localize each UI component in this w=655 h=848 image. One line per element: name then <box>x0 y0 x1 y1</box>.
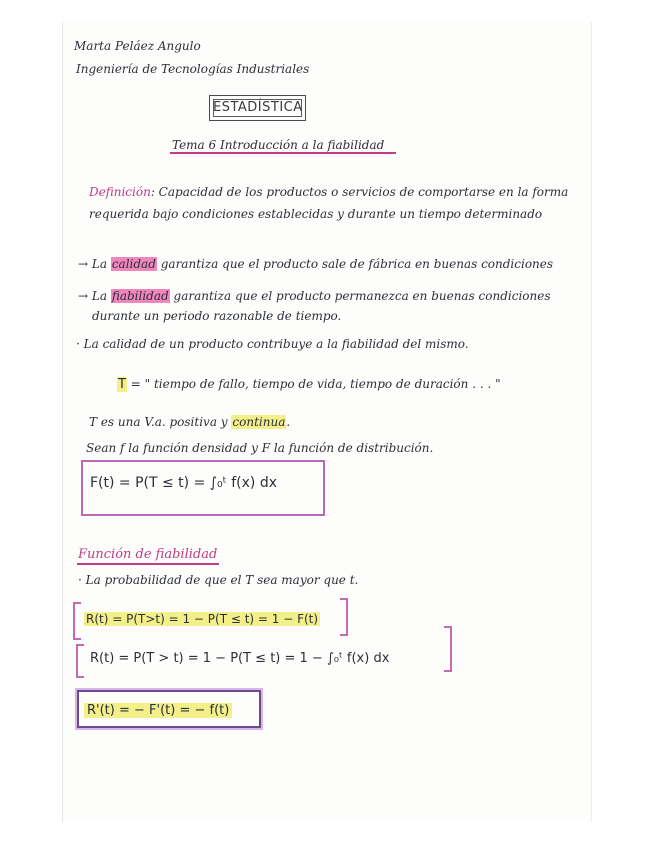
formula-R1: R(t) = P(T>t) = 1 − P(T ≤ t) = 1 − F(t) <box>86 612 319 626</box>
t-definition <box>117 378 501 391</box>
formula-R2: R(t) = P(T > t) = 1 − P(T ≤ t) = 1 − ∫₀ᵗ f(x) dx <box>90 651 390 666</box>
topic-title: Tema 6 Introducción a la fiabilidad <box>172 138 385 152</box>
section-line: · La probabilidad de que el T sea mayor que t. <box>78 573 359 587</box>
section-underline <box>77 563 219 565</box>
bullet-fiabilidad-line2: durante un periodo razonable de tiempo. <box>92 309 342 323</box>
sean-line: Sean f la función densidad y F la función de distribución. <box>86 441 434 455</box>
bullet-contribuye: · La calidad de un producto contribuye a la fiabilidad del mismo. <box>76 337 469 351</box>
formula-F: F(t) = P(T ≤ t) = ∫₀ᵗ f(x) dx <box>90 475 278 491</box>
t-variable-end: . <box>286 415 291 429</box>
subject-title: ESTADÍSTICA <box>213 100 303 115</box>
t-variable-text: T es una V.a. positiva y <box>89 415 228 429</box>
bullet-prefix: → La <box>78 257 107 271</box>
topic-underline <box>170 152 396 154</box>
section-title: Función de fiabilidad <box>78 547 218 562</box>
bullet-text: garantiza que el producto permanezca en buenas condiciones <box>173 289 551 303</box>
bullet-prefix: → La <box>78 289 107 303</box>
bracket-left-2 <box>76 644 84 678</box>
highlight-calidad: calidad <box>111 257 156 271</box>
definition-line1 <box>89 186 568 198</box>
author-name: Marta Peláez Angulo <box>74 39 201 53</box>
bullet-text: garantiza que el producto sale de fábrica en buenas condiciones <box>160 257 554 271</box>
definition-line2: requerida bajo condiciones establecidas y durante un tiempo determinado <box>89 207 543 221</box>
highlight-continua: continua <box>232 415 286 429</box>
highlight-fiabilidad: fiabilidad <box>111 289 169 303</box>
t-symbol: T <box>118 377 126 392</box>
bracket-left-1 <box>73 602 81 640</box>
bullet-calidad <box>78 258 553 270</box>
bullet-fiabilidad <box>78 290 551 302</box>
t-variable-line <box>89 416 290 428</box>
bracket-right-2 <box>444 626 452 672</box>
formula-R3: R'(t) = − F'(t) = − f(t) <box>84 703 232 718</box>
degree-name: Ingeniería de Tecnologías Industriales <box>76 62 310 76</box>
bracket-right-1 <box>340 598 348 636</box>
definition-text1: : Capacidad de los productos o servicios de comportarse en la forma <box>150 185 569 199</box>
t-definition-text: = " tiempo de fallo, tiempo de vida, tiempo de duración . . . " <box>130 377 501 391</box>
definition-label: Definición <box>89 185 151 199</box>
